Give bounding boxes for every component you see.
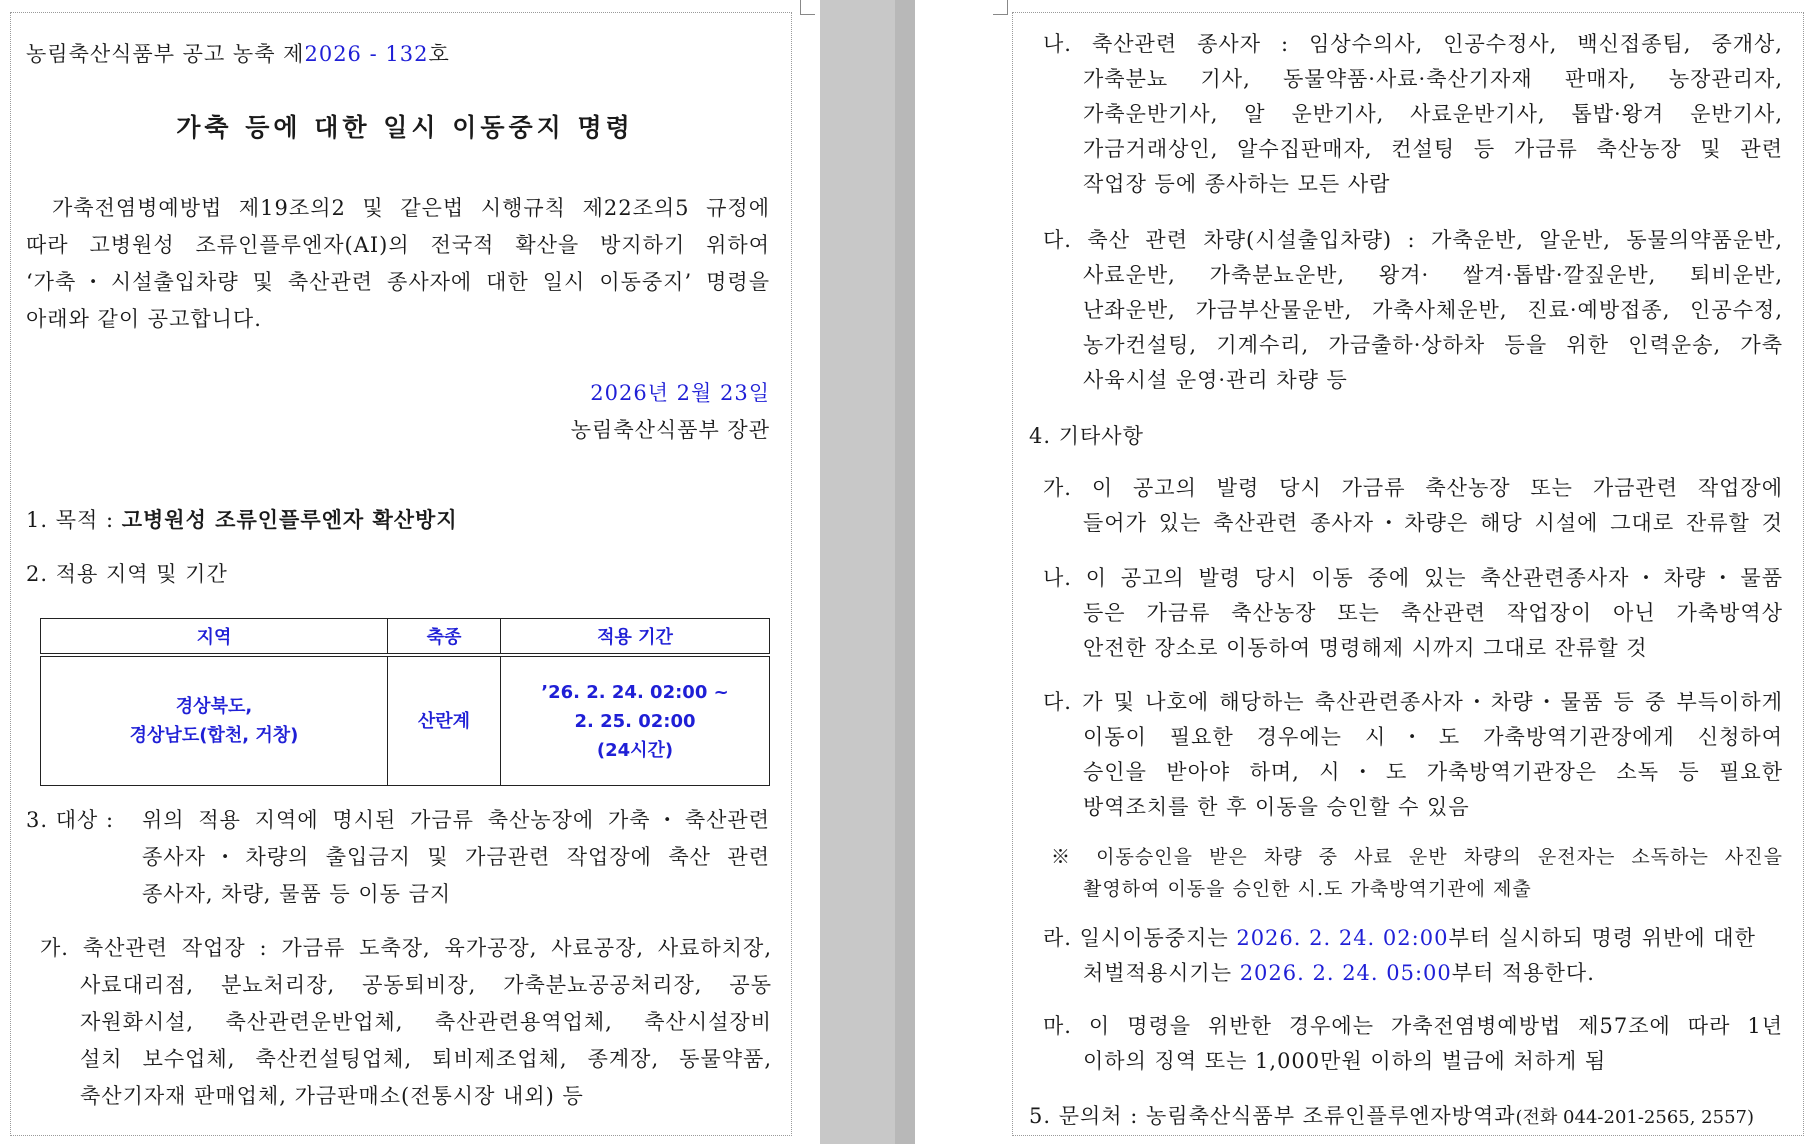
document-title: 가축 등에 대한 일시 이동중지 명령 [176, 113, 634, 142]
page-corner-mark [993, 0, 1008, 15]
table-cell-species: 산란계 [388, 655, 501, 786]
item-4d-line-2: 처벌적용시기는 2026. 2. 24. 05:00부터 적용한다. [1083, 961, 1595, 985]
table-header-region: 지역 [41, 619, 388, 656]
notice-number-line: 농림축산식품부 공고 농축 제2026 - 132호 [26, 42, 450, 66]
item-4e-line-2: 이하의 징역 또는 1,000만원 이하의 벌금에 처하게 됨 [1083, 1049, 1607, 1073]
page-corner-mark [800, 0, 815, 15]
item-4b-line-3: 안전한 장소로 이동하여 명령해제 시까지 그대로 잔류할 것 [1083, 636, 1648, 660]
item-4e-line-1: 마. 이 명령을 위반한 경우에는 가축전염병예방법 제57조에 따라 1년 [1043, 1014, 1783, 1038]
item-4a-line-1: 가. 이 공고의 발령 당시 가금류 축산농장 또는 가금관련 작업장에 [1043, 476, 1783, 500]
item-3b-line-2: 가축분뇨 기사, 동물약품·사료·축산기자재 판매자, 농장관리자, [1083, 67, 1783, 91]
item-3a-line-2: 사료대리점, 분뇨처리장, 공동퇴비장, 가축분뇨공공처리장, 공동 [80, 973, 772, 997]
document-page-left [0, 0, 820, 1144]
item-4d-line-1: 라. 일시이동중지는 2026. 2. 24. 02:00부터 실시하되 명령 위반에 대한 [1043, 926, 1756, 950]
item-1-purpose: 1. 목적 : 고병원성 조류인플루엔자 확산방지 [26, 507, 458, 532]
item-4c-line-3: 승인을 받아야 하며, 시・도 가축방역기관장은 소독 등 필요한 [1083, 760, 1783, 784]
item-4b-line-1: 나. 이 공고의 발령 당시 이동 중에 있는 축산관련종사자・차량・물품 [1043, 566, 1783, 590]
region-line: 경상북도, [175, 696, 253, 717]
item-3b-line-3: 가축운반기사, 알 운반기사, 사료운반기사, 톱밥·왕겨 운반기사, [1083, 102, 1783, 126]
intro-line-1: 가축전염병예방법 제19조의2 및 같은법 시행규칙 제22조의5 규정에 [52, 196, 770, 220]
item-4a-line-2: 들어가 있는 축산관련 종사자・차량은 해당 시설에 그대로 잔류할 것 [1083, 511, 1783, 535]
table-header-species: 축종 [388, 619, 501, 656]
item-3a-line-1: 가. 축산관련 작업장 : 가금류 도축장, 육가공장, 사료공장, 사료하치장, [40, 936, 772, 960]
item-3-label: 3. 대상 : [26, 808, 115, 832]
item-4c-line-1: 다. 가 및 나호에 해당하는 축산관련종사자・차량・물품 등 중 부득이하게 [1043, 690, 1783, 714]
item-3c-line-5: 사육시설 운영·관리 차량 등 [1083, 368, 1348, 392]
item-4-other: 4. 기타사항 [1029, 424, 1144, 448]
intro-line-4: 아래와 같이 공고합니다. [26, 307, 262, 331]
document-page-right [915, 0, 1820, 1144]
minister-signature: 농림축산식품부 장관 [570, 418, 770, 442]
page-gap [895, 0, 915, 1144]
note-line-1: ※ 이동승인을 받은 차량 중 사료 운반 차량의 운전자는 소독하는 사진을 [1051, 846, 1783, 868]
item-2-region-period: 2. 적용 지역 및 기간 [26, 562, 228, 586]
intro-line-2: 따라 고병원성 조류인플루엔자(AI)의 전국적 확산을 방지하기 위하여 [26, 233, 770, 257]
item-3-line-1: 위의 적용 지역에 명시된 가금류 축산농장에 가축・축산관련 [142, 808, 770, 832]
intro-line-3: ‘가축・시설출입차량 및 축산관련 종사자에 대한 일시 이동중지’ 명령을 [26, 270, 770, 294]
table-row [41, 655, 770, 786]
notice-date: 2026년 2월 23일 [590, 381, 770, 405]
item-4c-line-4: 방역조치를 한 후 이동을 승인할 수 있음 [1083, 795, 1470, 819]
item-3b-line-5: 작업장 등에 종사하는 모든 사람 [1083, 172, 1391, 196]
table-cell-period [501, 655, 770, 786]
table-header-period: 적용 기간 [501, 619, 770, 656]
note-line-2: 촬영하여 이동을 승인한 시.도 가축방역기관에 제출 [1083, 878, 1532, 900]
period-line: ’26. 2. 24. 02:00 ~ [541, 681, 729, 703]
item-3b-line-1: 나. 축산관련 종사자 : 임상수의사, 인공수정사, 백신접종팀, 중개상, [1043, 32, 1783, 56]
item-3c-line-3: 난좌운반, 가금부산물운반, 가축사체운반, 진료·예방접종, 인공수정, [1083, 298, 1783, 322]
region-line: 경상남도(합천, 거창) [129, 725, 299, 746]
period-line: 2. 25. 02:00 [574, 710, 696, 732]
table-cell-region [41, 655, 388, 786]
item-3c-line-1: 다. 축산 관련 차량(시설출입차량) : 가축운반, 알운반, 동물의약품운반, [1043, 228, 1783, 252]
item-3-line-3: 종사자, 차량, 물품 등 이동 금지 [142, 882, 452, 906]
item-3c-line-2: 사료운반, 가축분뇨운반, 왕겨· 쌀겨·톱밥·깔짚운반, 퇴비운반, [1083, 263, 1783, 287]
item-3-line-2: 종사자・차량의 출입금지 및 가금관련 작업장에 축산 관련 [142, 845, 770, 869]
item-3a-line-4: 설치 보수업체, 축산컨설팅업체, 퇴비제조업체, 종계장, 동물약품, [80, 1047, 772, 1071]
item-4b-line-2: 등은 가금류 축산농장 또는 축산관련 작업장이 아닌 가축방역상 [1083, 601, 1783, 625]
period-line: (24시간) [596, 739, 674, 761]
item-3b-line-4: 가금거래상인, 알수집판매자, 컨설팅 등 가금류 축산농장 및 관련 [1083, 137, 1783, 161]
item-3a-line-3: 자원화시설, 축산관련운반업체, 축산관련용역업체, 축산시설장비 [80, 1010, 772, 1034]
item-4c-line-2: 이동이 필요한 경우에는 시・도 가축방역기관장에게 신청하여 [1083, 725, 1783, 749]
item-5-contact: 5. 문의처 : 농림축산식품부 조류인플루엔자방역과(전화 044-201-2565, 2557) [1029, 1104, 1755, 1128]
region-period-table [40, 618, 770, 786]
item-3c-line-4: 농가컨설팅, 기계수리, 가금출하·상하차 등을 위한 인력운송, 가축 [1083, 333, 1783, 357]
item-3a-line-5: 축산기자재 판매업체, 가금판매소(전통시장 내외) 등 [80, 1084, 584, 1108]
